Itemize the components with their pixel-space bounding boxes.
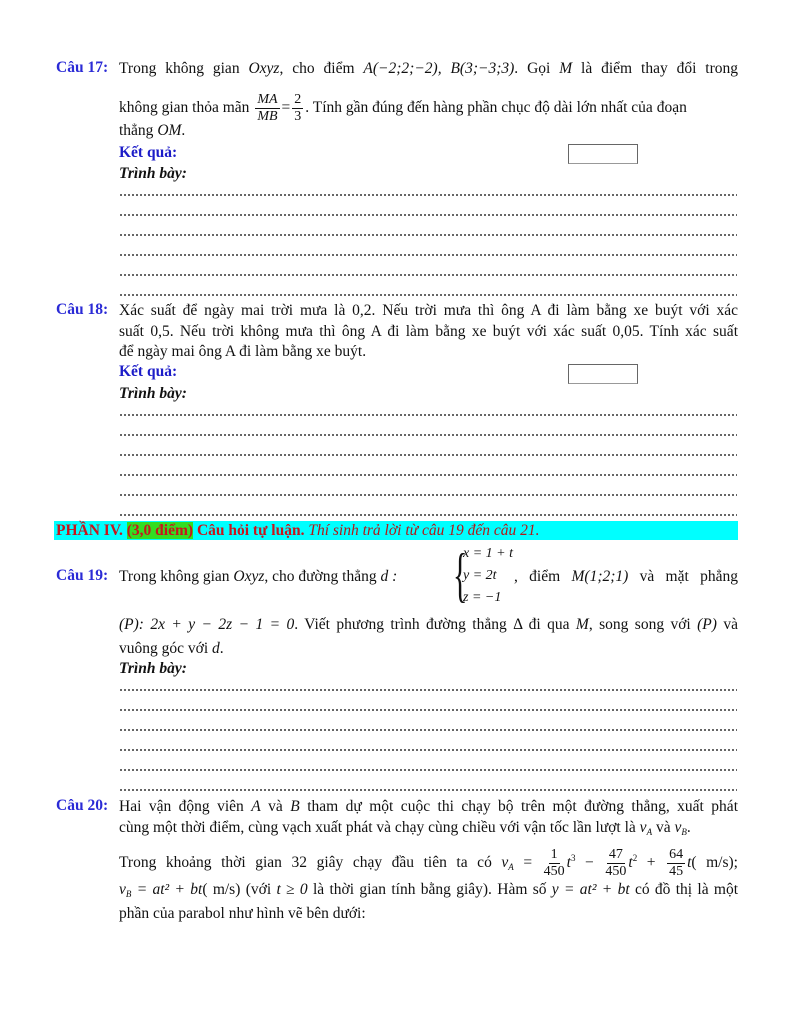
math-M: M (575, 616, 589, 633)
left-brace: { (453, 542, 468, 608)
eq-z: z = −1 (463, 590, 502, 605)
denominator: 450 (605, 863, 627, 879)
answer-box-17[interactable] (568, 144, 638, 164)
math-oxyz: Oxyz (233, 568, 265, 585)
text: Trong khoảng thời gian 32 giây chạy đầu tiên ta có (119, 854, 502, 871)
dotted-line (119, 689, 737, 691)
math-d: d (212, 640, 220, 657)
text: . (686, 819, 691, 836)
dotted-line (119, 514, 737, 516)
text: có đồ thị là một (629, 881, 738, 898)
question-17-line-3 (119, 121, 185, 141)
denominator: MB (257, 108, 278, 124)
denominator: 45 (669, 863, 684, 879)
dotted-line (119, 474, 737, 476)
answer-box-18[interactable] (568, 364, 638, 384)
dotted-line (119, 749, 737, 751)
math-plane: (P): 2x + y − 2z − 1 = 0 (119, 616, 295, 633)
text: . Tính gần đúng đến hàng phần chục độ dài lớn nhất của đoạn (305, 99, 687, 116)
parametric-system (463, 543, 513, 609)
text: là thời gian tính bằng giây). Hàm số (307, 881, 552, 898)
math-points: A(−2;2;−2), B(3;−3;3) (363, 60, 515, 77)
eq-x: x = 1 + t (463, 546, 513, 561)
points-text: (3,0 điểm) (126, 522, 194, 539)
section-title: PHẦN IV. (56, 522, 123, 539)
dotted-line (119, 214, 737, 216)
section-instruction: Thí sinh trả lời từ câu 19 đến câu 21. (308, 522, 540, 539)
text: Trong không gian (119, 568, 234, 585)
math-M: M (559, 60, 573, 77)
fraction (667, 847, 685, 880)
fraction (544, 847, 565, 880)
question-18-line-1: Xác suất để ngày mai trời mưa là 0,2. Nếu trời mưa thì ông A đi làm bằng xe buýt với xác (119, 302, 738, 319)
text: vuông góc với (119, 640, 213, 657)
unit: ( m/s) (202, 881, 241, 898)
text: , điểm (514, 568, 572, 585)
math-d: d : (380, 568, 398, 585)
result-label-18: Kết quả: (119, 363, 178, 380)
question-19-line-1b (514, 567, 738, 587)
math-v: v (674, 819, 682, 836)
fraction-ma-mb (255, 92, 279, 125)
text: và (260, 798, 291, 815)
question-20-line-2 (119, 818, 691, 842)
text: , cho điểm (279, 60, 364, 77)
question-20-line-4 (119, 880, 738, 904)
math-v: v (119, 881, 126, 898)
math-formula: = at² + bt (131, 881, 203, 898)
question-20-line-1 (119, 797, 738, 817)
denominator: 450 (543, 863, 565, 879)
text: , song song với (588, 616, 698, 633)
text: . Gọi (514, 60, 560, 77)
question-19-label: Câu 19: (56, 567, 109, 584)
text: không gian thỏa mãn (119, 99, 254, 116)
math-P: (P) (697, 616, 717, 633)
text: . (219, 640, 224, 657)
denominator: 3 (294, 108, 302, 124)
equals: = (281, 99, 291, 116)
dotted-line (119, 274, 737, 276)
math-t: t (628, 854, 633, 871)
dotted-line (119, 294, 737, 296)
text: tham dự một cuộc thi chạy bộ trên một đường thẳng, xuất phát (299, 798, 738, 815)
section-subtitle: Câu hỏi tự luận. (196, 522, 305, 539)
question-17-line-2 (119, 90, 687, 126)
dotted-line (119, 729, 737, 731)
question-19-line-3 (119, 639, 224, 659)
question-19-line-1a (119, 567, 397, 587)
math-A: A (251, 798, 261, 815)
math-oxyz: Oxyz (248, 60, 280, 77)
dotted-line (119, 789, 737, 791)
question-17-label: Câu 17: (56, 59, 109, 76)
question-18-line-3: để ngày mai ông A đi làm bằng xe buýt. (119, 343, 367, 360)
eq-y: y = 2t (463, 568, 497, 583)
dotted-line (119, 454, 737, 456)
subscript: B (681, 827, 687, 837)
question-19-line-2 (119, 615, 738, 635)
math-y: y = at² + bt (551, 881, 630, 898)
unit: ( m/s); (691, 854, 738, 871)
math-t: t (566, 854, 571, 871)
dotted-line (119, 709, 737, 711)
question-20-line-3 (119, 840, 738, 885)
text: và (716, 616, 738, 633)
question-17-line-1 (119, 59, 738, 79)
exponent: 2 (632, 853, 638, 863)
result-label-17: Kết quả: (119, 144, 178, 161)
text: , cho đường thẳng (264, 568, 381, 585)
dotted-line (119, 234, 737, 236)
math-t: t (687, 854, 692, 871)
work-label-17: Trình bày: (119, 165, 187, 182)
dotted-line (119, 769, 737, 771)
dotted-line (119, 494, 737, 496)
numerator: 2 (294, 91, 302, 107)
subscript: A (646, 827, 653, 837)
section-4-heading (56, 521, 539, 540)
plus: + (637, 854, 666, 871)
equals: = (513, 854, 542, 871)
section-points (127, 522, 193, 539)
math-B: B (290, 798, 300, 815)
text: . (181, 122, 186, 139)
work-label-18: Trình bày: (119, 385, 187, 402)
question-20-line-5: phần của parabol như hình vẽ bên dưới: (119, 905, 366, 922)
text: và mặt phẳng (628, 568, 738, 585)
numerator: 47 (608, 846, 623, 862)
exponent: 3 (570, 853, 576, 863)
text: thẳng (119, 122, 158, 139)
subscript: B (125, 889, 132, 899)
question-20-label: Câu 20: (56, 797, 109, 814)
math-v: v (639, 819, 647, 836)
dotted-line (119, 194, 737, 196)
numerator: 1 (550, 846, 558, 862)
dotted-line (119, 434, 737, 436)
text: . Viết phương trình đường thẳng Δ đi qua (294, 616, 576, 633)
fraction (605, 847, 626, 880)
text: (với (240, 881, 277, 898)
math-v: v (501, 854, 509, 871)
text: Hai vận động viên (119, 798, 252, 815)
dotted-line (119, 414, 737, 416)
numerator: 64 (669, 846, 684, 862)
math-condition: t ≥ 0 (276, 881, 308, 898)
math-OM: OM (157, 122, 182, 139)
text: cùng một thời điểm, cùng vạch xuất phát và chạy cùng chiều với vận tốc lần lượt là (119, 819, 640, 836)
text: và (652, 819, 675, 836)
text: Trong không gian (119, 60, 249, 77)
question-18-line-2: suất 0,5. Nếu trời không mưa thì ông A đi làm bằng xe buýt với xác suất 0,05. Tính xác suất (119, 323, 738, 340)
work-label-19: Trình bày: (119, 660, 187, 677)
text: là điểm thay đổi trong (572, 60, 739, 77)
question-18-label: Câu 18: (56, 301, 109, 318)
fraction-2-3 (292, 92, 303, 125)
minus: − (575, 854, 604, 871)
subscript: A (508, 862, 514, 872)
numerator: MA (257, 91, 278, 107)
math-M: M(1;2;1) (571, 568, 629, 585)
dotted-line (119, 254, 737, 256)
